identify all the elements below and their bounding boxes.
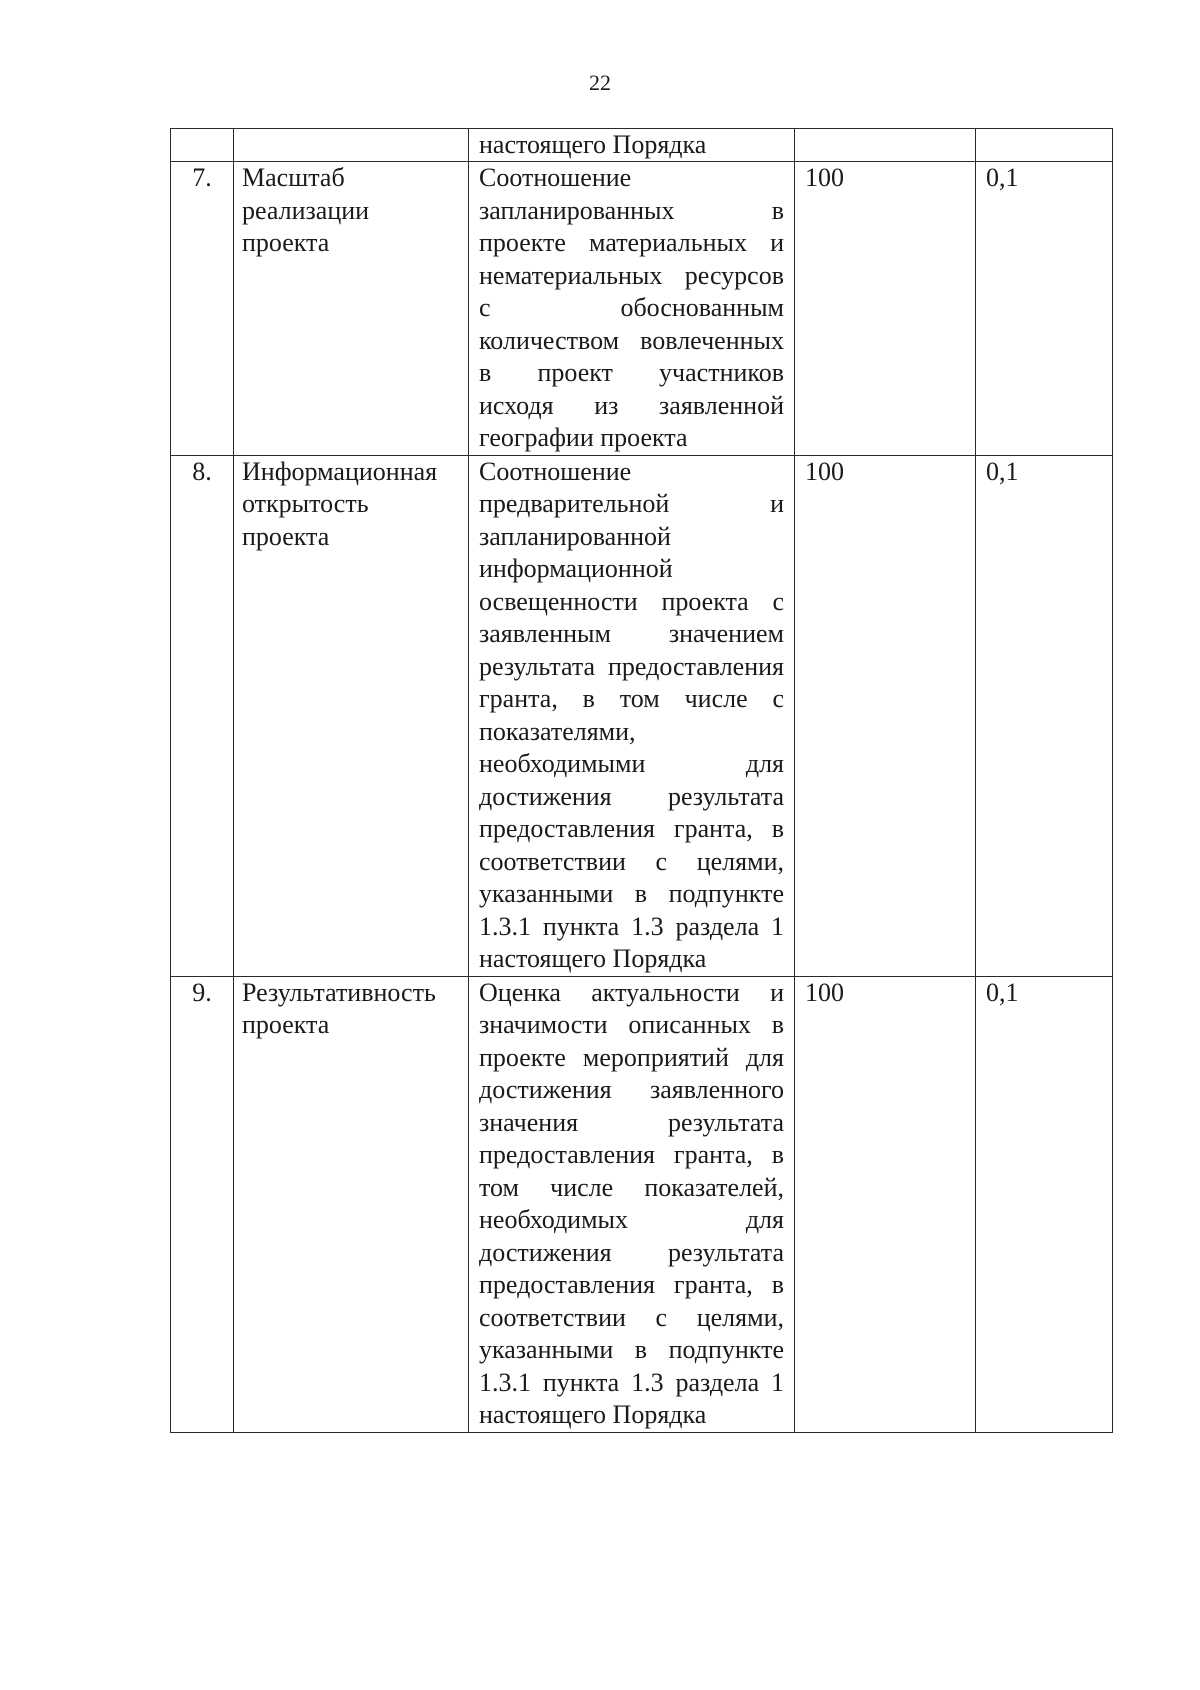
coefficient-cell: 0,1: [976, 455, 1113, 976]
criterion-name-cell: Информационная открытость проекта: [234, 455, 469, 976]
max-score-cell: 100: [795, 976, 976, 1432]
coefficient-cell: 0,1: [976, 162, 1113, 456]
page-number: 22: [589, 70, 611, 95]
criteria-table: [170, 128, 1113, 1433]
row-number-cell: 9.: [171, 976, 234, 1432]
row-number-cell: 8.: [171, 455, 234, 976]
coefficient-cell: [976, 129, 1113, 162]
criterion-description-cell: Соотношение предварительной и запланированной информационной освещенности проекта с заявленным значением результата предоставления гранта, в том числе с показателями, необходимыми для достижения результата предоставления гранта, в соответствии с целями, указанными в подпункте 1.3.1 пункта 1.3 раздела 1 настоящего Порядка: [469, 455, 795, 976]
table-row-continuation: [171, 129, 1113, 162]
criterion-name-cell: [234, 129, 469, 162]
criterion-description-cell: настоящего Порядка: [469, 129, 795, 162]
max-score-cell: [795, 129, 976, 162]
coefficient-cell: 0,1: [976, 976, 1113, 1432]
criterion-description-cell: Оценка актуальности и значимости описанных в проекте мероприятий для достижения заявленного значения результата предоставления гранта, в том числе показателей, необходимых для достижения результата предоставления гранта, в соответствии с целями, указанными в подпункте 1.3.1 пункта 1.3 раздела 1 настоящего Порядка: [469, 976, 795, 1432]
criterion-description-cell: Соотношение запланированных в проекте материальных и нематериальных ресурсов с обоснованным количеством вовлеченных в проект участников исходя из заявленной географии проекта: [469, 162, 795, 456]
max-score-cell: 100: [795, 455, 976, 976]
criterion-name-cell: Результативность проекта: [234, 976, 469, 1432]
row-number-cell: 7.: [171, 162, 234, 456]
table-row: [171, 976, 1113, 1432]
max-score-cell: 100: [795, 162, 976, 456]
row-number-cell: [171, 129, 234, 162]
criterion-name-cell: Масштаб реализации проекта: [234, 162, 469, 456]
table-row: [171, 162, 1113, 456]
table-row: [171, 455, 1113, 976]
